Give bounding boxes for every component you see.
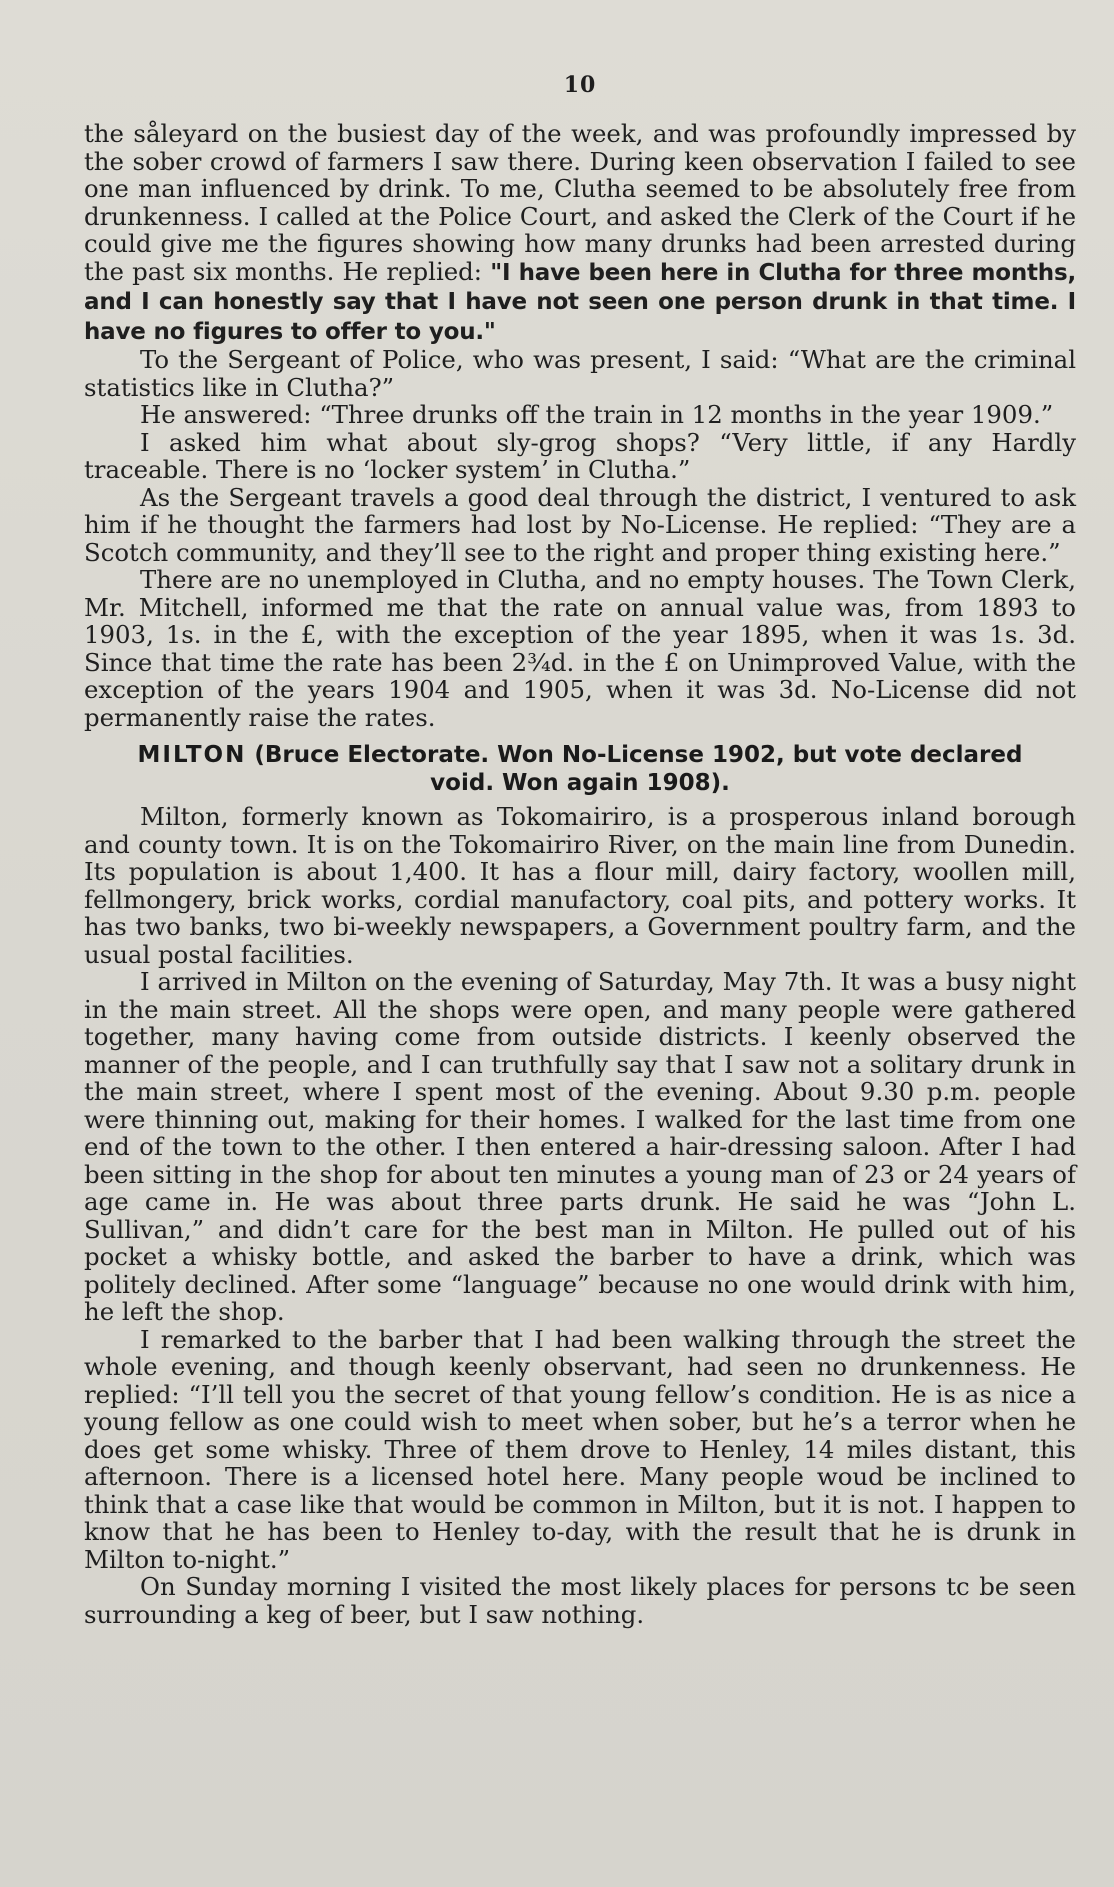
milton-paragraph-sunday: On Sunday morning I visited the most likely places for persons tc be seen surrounding a keg of beer, but I saw nothing.	[84, 1572, 1076, 1629]
heading-town: MILTON	[137, 742, 247, 768]
milton-section-heading	[84, 741, 1076, 797]
clutha-paragraph-sly-grog: I asked him what about sly-grog shops? “Very little, if any Hardly traceable. There is no ‘locker system’ in Clutha.”	[84, 427, 1076, 484]
heading-line2: void. Won again 1908).	[430, 770, 730, 796]
clutha-paragraph-rates: There are no unemployed in Clutha, and no empty houses. The Town Clerk, Mr. Mitchell, informed me that the rate on annual value was, from 1893 to 1903, 1s. in the £, with the exception of the year 1895, when it was 1s. 3d. Since that time the rate has been 2¾d. in the £ on Unimproved Value, with the exception of the years 1904 and 1905, when it was 3d. No-License did not permanently raise the rates.	[84, 565, 1076, 732]
milton-paragraph-arrival: I arrived in Milton on the evening of Saturday, May 7th. It was a busy night in the main street. All the shops were open, and many people were gathered together, many having come from outside districts. I keenly observed the manner of the people, and I can truthfully say that I saw not a solitary drunk in the main street, where I spent most of the evening. About 9.30 p.m. people were thinning out, making for their homes. I walked for the last time from one end of the town to the other. I then entered a hair-dressing saloon. After I had been sitting in the shop for about ten minutes a young man of 23 or 24 years of age came in. He was about three parts drunk. He said he was “John L. Sullivan,” and didn’t care for the best man in Milton. He pulled out of his pocket a whisky bottle, and asked the barber to have a drink, which was politely declined. After some “language” because no one would drink with him, he left the shop.	[84, 967, 1076, 1326]
milton-paragraph-description: Milton, formerly known as Tokomairiro, is a prosperous inland borough and county town. It is on the Tokomairiro River, on the main line from Dunedin. Its population is about 1,400. It has a flour mill, dairy factory, woollen mill, fellmongery, brick works, cordial manufactory, coal pits, and pottery works. It has two banks, two bi-weekly newspapers, a Government poultry farm, and the usual postal facilities.	[84, 802, 1076, 969]
clerk-quote-bold: "I have been here in Clutha for three months, and I can honestly say that I have not seen one person drunk in that time. I have no figures to offer to you."	[84, 259, 1076, 345]
page-number: 10	[563, 72, 597, 98]
milton-paragraph-barber: I remarked to the barber that I had been walking through the street the whole evening, and though keenly observant, had seen no drunkenness. He replied: “I’ll tell you the secret of that young fellow’s condition. He is as nice a young fellow as one could wish to meet when sober, but he’s a terror when he does get some whisky. Three of them drove to Henley, 14 miles distant, this afternoon. There is a licensed hotel here. Many people woud be inclined to think that a case like that would be common in Milton, but it is not. I happen to know that he has been to Henley to-day, with the result that he is drunk in Milton to-night.”	[84, 1324, 1076, 1574]
clutha-paragraph-saleyard	[84, 120, 1076, 346]
clutha-paragraph-farmers: As the Sergeant travels a good deal through the district, I ventured to ask him if he thought the farmers had lost by No-License. He replied: “They are a Scotch community, and they’ll see to the right and proper thing existing here.”	[84, 482, 1076, 567]
heading-line1: (Bruce Electorate. Won No-License 1902, but vote declared	[246, 742, 1023, 768]
body-text	[84, 120, 1076, 1628]
clutha-paragraph-answer: He answered: “Three drunks off the train in 12 months in the year 1909.”	[140, 400, 1054, 429]
saleyard-text: the såleyard on the busiest day of the week, and was profoundly impressed by the sober crowd of farmers I saw there. During keen observation I failed to see one man influenced by drink. To me, Clutha seemed to be absolutely free from drunkenness. I called at the Police Court, and asked the Clerk of the Court if he could give me the figures showing how many drunks had been arrested during the past six months. He replied:	[84, 119, 1076, 286]
clutha-paragraph-sergeant: To the Sergeant of Police, who was present, I said: “What are the criminal statistics like in Clutha?”	[84, 345, 1076, 402]
